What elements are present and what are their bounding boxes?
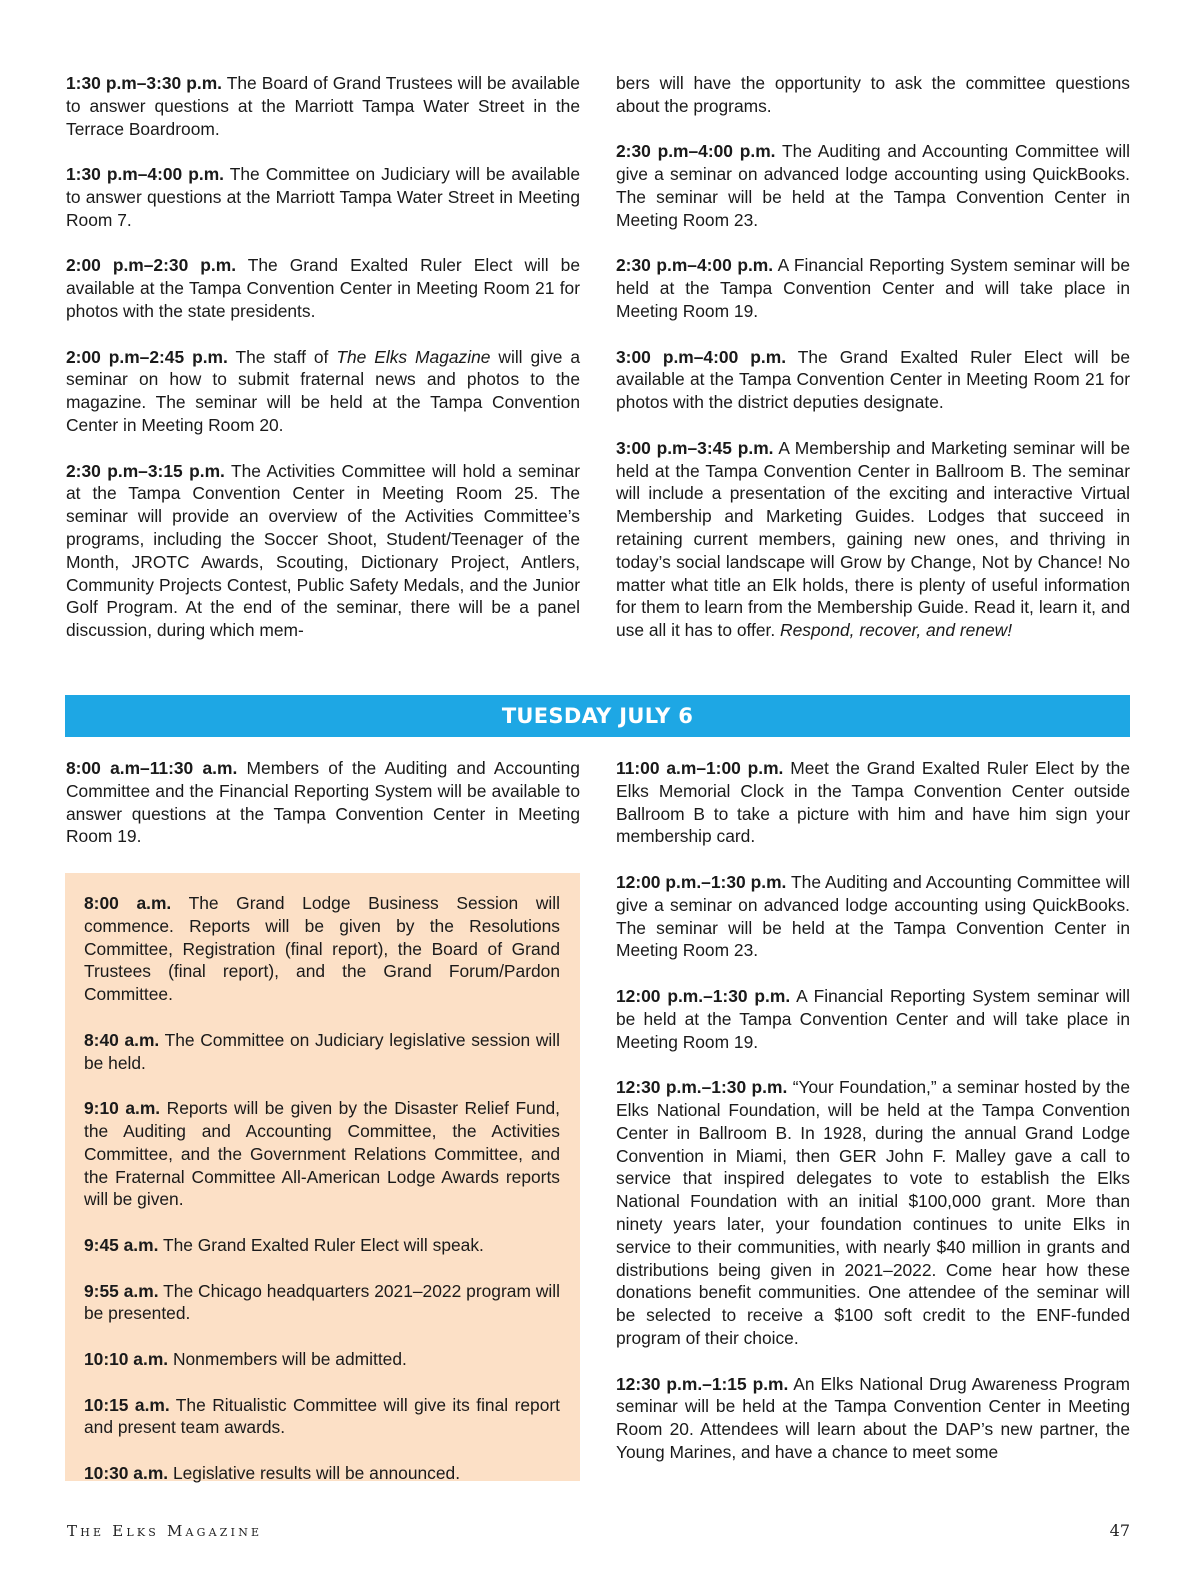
magazine-title: The Elks Magazine [336,346,491,367]
schedule-entry [616,1373,1130,1464]
entry-text: The Committee on Judiciary will be available to answer questions at the Marriott Tampa Water Street in Meeting Room 7. [66,164,580,230]
schedule-entry [66,72,580,140]
agenda-list [84,892,560,1485]
agenda-time: 9:10 a.m. [84,1098,161,1119]
entry-time: 2:30 p.m–4:00 p.m. [616,141,776,162]
entry-text: A Financial Reporting System seminar will be held at the Tampa Convention Center and will take place in Meeting Room 19. [616,985,1131,1052]
agenda-time: 9:45 a.m. [84,1234,159,1255]
entry-time: 2:00 p.m–2:30 p.m. [66,255,237,276]
schedule-entry [616,437,1130,642]
entry-time: 2:30 p.m–4:00 p.m. [616,255,774,276]
entry-text: The Auditing and Accounting Committee will give a seminar on advanced lodge accounting using QuickBooks. The seminar will be held at the Tampa Convention Center in Meeting Room 23. [616,871,1130,961]
entry-text: The Auditing and Accounting Committee will give a seminar on advanced lodge accounting using QuickBooks. The seminar will be held at the Tampa Convention Center in Meeting Room 23. [616,141,1130,230]
schedule-entry [66,163,580,231]
schedule-entry [616,871,1130,962]
agenda-text: The Chicago headquarters 2021–2022 program will be presented. [84,1280,561,1324]
agenda-text: Legislative results will be announced. [168,1462,461,1483]
schedule-entry [616,346,1130,414]
schedule-entry-continuation: bers will have the opportunity to ask the committee questions about the programs. [616,73,1130,116]
entry-text: An Elks National Drug Awareness Program seminar will be held at the Tampa Convention Center in Meeting Room 20. Attendees will learn about the DAP’s new partner, the Young Marines, and have a chance to meet some [616,1373,1131,1462]
entry-time: 2:30 p.m–3:15 p.m. [66,460,225,481]
entry-text: “Your Foundation,” a seminar hosted by the Elks National Foundation, will be held at the Tampa Convention Center in Ballroom B. In 1928, during the annual Grand Lodge Convention in Miami, then GER John F. Malley gave a call to service that inspired delegates to vote to establish the Elks National Foundation with an initial $100,000 grant. More than ninety years later, your foundation continues to unite Elks in service to their communities, with nearly $40 million in grants and distributions being given in 2021–2022. Come hear how these donations benefit communities. One attendee of the seminar will be selected to receive a $100 soft credit to the ENF-funded program of their choice. [616,1077,1130,1348]
page-number: 47 [1109,1521,1130,1540]
schedule-entry [616,140,1130,231]
schedule-entry [66,757,580,848]
schedule-entry [616,254,1130,322]
entry-time: 1:30 p.m–4:00 p.m. [66,164,224,185]
agenda-time: 10:10 a.m. [84,1348,169,1369]
schedule-entry [66,346,580,437]
entry-text: Members of the Auditing and Accounting Committee and the Financial Reporting System will be available to answer questions at the Tampa Convention Center in Meeting Room 19. [66,758,580,847]
bottom-right-column [616,757,1130,1464]
agenda-item [84,1280,560,1326]
entry-time: 2:00 p.m–2:45 p.m. [66,346,228,367]
entry-time: 12:30 p.m.–1:15 p.m. [616,1373,789,1394]
entry-time: 12:00 p.m.–1:30 p.m. [616,871,787,892]
entry-text: The Grand Exalted Ruler Elect will be available at the Tampa Convention Center in Meeting Room 21 for photos with the district deputies designate. [616,346,1130,413]
agenda-text: Nonmembers will be admitted. [168,1348,407,1369]
entry-time: 3:00 p.m–4:00 p.m. [616,346,787,367]
schedule-entry [616,985,1130,1053]
agenda-text: The Ritualistic Committee will give its final report and present team awards. [84,1394,560,1438]
agenda-item [84,1394,560,1440]
entry-time: 12:30 p.m.–1:30 p.m. [616,1077,788,1098]
day-banner: TUESDAY JULY 6 [65,695,1130,737]
agenda-time: 10:30 a.m. [84,1462,169,1483]
entry-text: will give a seminar on how to submit fraternal news and photos to the magazine. The seminar will be held at the Tampa Convention Center in Meeting Room 20. [66,346,581,435]
agenda-item [84,1348,560,1371]
schedule-entry [66,460,580,642]
agenda-time: 8:00 a.m. [84,893,172,913]
entry-time: 11:00 a.m–1:00 p.m. [616,758,784,778]
footer-publication-name [67,1522,262,1540]
entry-text: The staff of [227,346,337,367]
entry-text: The Grand Exalted Ruler Elect will be available at the Tampa Convention Center in Meeting Room 21 for photos with the state presidents. [66,255,580,321]
top-right-column [616,72,1130,642]
entry-text: The Board of Grand Trustees will be available to answer questions at the Marriott Tampa Water Street in the Terrace Boardroom. [66,73,580,139]
agenda-text: The Committee on Judiciary legislative session will be held. [84,1029,560,1073]
agenda-text: Reports will be given by the Disaster Relief Fund, the Auditing and Accounting Committee, the Activities Committee, and the Government Relations Committee, and the Fraternal Committee All-American Lodge Awards reports will be given. [84,1098,560,1210]
agenda-item [84,1029,560,1075]
entry-text: The Activities Committee will hold a seminar at the Tampa Convention Center in Meeting Room 25. The seminar will provide an overview of the Activities Committee’s programs, including the Soccer Shoot, Student/Teenager of the Month, JROTC Awards, Scouting, Dictionary Project, Antlers, Community Projects Contest, Public Safety Medals, and the Junior Golf Program. At the end of the seminar, there will be a panel discussion, during which mem- [66,460,580,641]
entry-text: A Financial Reporting System seminar will be held at the Tampa Convention Center and will take place in Meeting Room 19. [616,255,1130,321]
agenda-time: 10:15 a.m. [84,1394,170,1415]
entry-text: Meet the Grand Exalted Ruler Elect by the Elks Memorial Clock in the Tampa Convention Center outside Ballroom B to take a picture with him and have him sign your membership card. [616,758,1130,847]
entry-time: 8:00 a.m–11:30 a.m. [66,758,238,778]
entry-time: 3:00 p.m–3:45 p.m. [616,437,774,458]
closing-slogan: Respond, recover, and renew! [780,620,1013,641]
entry-time: 12:00 p.m.–1:30 p.m. [616,985,791,1006]
top-left-column [66,72,580,642]
bottom-left-column [66,757,580,848]
agenda-text: The Grand Exalted Ruler Elect will speak. [158,1234,484,1255]
agenda-item [84,1234,560,1257]
business-session-agenda-box [65,873,580,1481]
agenda-time: 9:55 a.m. [84,1280,159,1301]
agenda-item [84,1462,560,1485]
schedule-entry [66,254,580,322]
schedule-entry [616,757,1130,848]
publication-name: The Elks Magazine [67,1522,263,1540]
agenda-text: The Grand Lodge Business Session will commence. Reports will be given by the Resolutions Committee, Registration (final report), the Board of Grand Trustees (final report), and the Grand Forum/Pardon Committee. [84,893,561,1005]
entry-time: 1:30 p.m–3:30 p.m. [66,73,223,93]
agenda-time: 8:40 a.m. [84,1029,160,1050]
schedule-entry [616,1076,1130,1350]
agenda-item [84,1097,560,1211]
agenda-item [84,892,560,1006]
entry-text: A Membership and Marketing seminar will be held at the Tampa Convention Center in Ballroom B. The seminar will include a presentation of the exciting and interactive Virtual Membership and Marketing Guides. Lodges that succeed in retaining current members, gaining new ones, and thriving in today’s social landscape will Grow by Change, Not by Chance! No matter what title an Elk holds, there is plenty of useful information for them to learn from the Membership Guide. Read it, learn it, and use all it has to offer. [616,437,1130,641]
